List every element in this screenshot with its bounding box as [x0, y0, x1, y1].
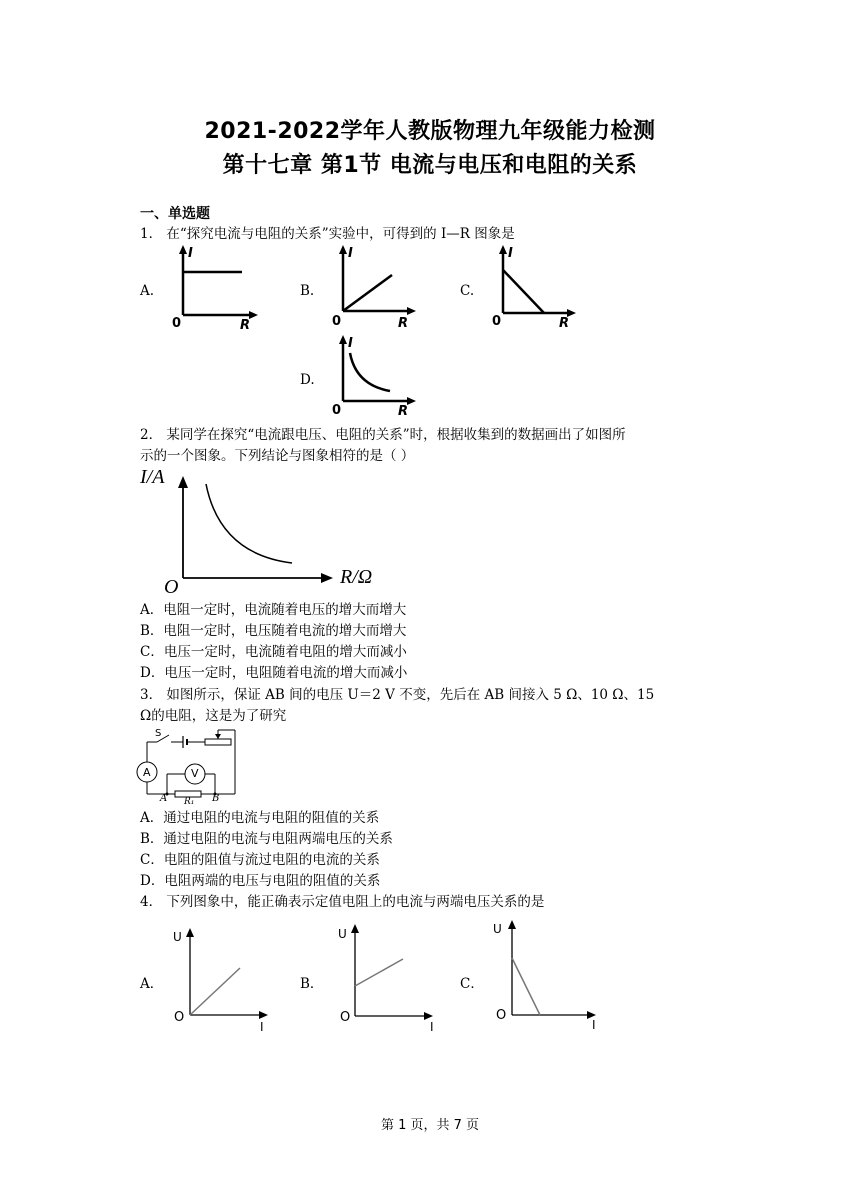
- q1-a-x-label: R: [240, 318, 251, 333]
- q4-option-b-label: B．: [300, 976, 324, 992]
- q4-a-origin: O: [174, 1010, 185, 1025]
- q4-option-c-label: C．: [460, 976, 484, 992]
- q3-option-b: B．通过电阻的电流与电阻两端电压的关系: [140, 831, 393, 847]
- q1-d-y-label: I: [348, 336, 353, 351]
- question-2-stem-line1: 2． 某同学在探究“电流跟电压、电阻的关系”时，根据收集到的数据画出了如图所: [140, 427, 626, 443]
- q2-option-d: D．电压一定时，电阻随着电流的增大而减小: [140, 665, 408, 681]
- question-3-stem-line2: Ω的电阻，这是为了研究: [140, 708, 287, 724]
- q1-a-origin: 0: [172, 316, 182, 331]
- q4-b-origin: O: [340, 1010, 351, 1025]
- q2-origin: O: [164, 576, 179, 598]
- q2-graph: [175, 476, 345, 586]
- q4-option-b-graph: [345, 924, 435, 1022]
- q2-option-a: A．电阻一定时，电流随着电压的增大而增大: [140, 602, 407, 618]
- q3-switch-label: S: [155, 728, 162, 739]
- q3-node-a-label: A: [160, 793, 168, 804]
- q4-option-a-label: A．: [140, 976, 164, 992]
- q3-node-b-label: B: [212, 793, 220, 804]
- q1-option-d-label: D.: [300, 372, 315, 388]
- question-4-stem: 4． 下列图象中，能正确表示定值电阻上的电流与两端电压关系的是: [140, 894, 545, 910]
- q1-a-y-label: I: [188, 246, 193, 261]
- section-heading: 一、单选题: [140, 206, 210, 222]
- q1-c-y-label: I: [508, 246, 513, 261]
- q4-c-x-label: I: [592, 1018, 596, 1032]
- question-3-stem-line1: 3． 如图所示，保证 AB 间的电压 U＝2 V 不变，先后在 AB 间接入 5 Ω、10 Ω、15: [140, 687, 655, 703]
- q4-a-x-label: I: [260, 1020, 264, 1034]
- q1-b-y-label: I: [348, 246, 353, 261]
- q1-d-origin: 0: [332, 403, 342, 418]
- q4-a-y-label: U: [173, 930, 182, 944]
- question-2-stem-line2: 示的一个图象。下列结论与图象相符的是（ ）: [140, 448, 415, 464]
- q1-b-x-label: R: [398, 316, 409, 331]
- q4-b-x-label: I: [430, 1020, 434, 1034]
- q3-voltmeter-label: V: [191, 767, 199, 780]
- q4-c-y-label: U: [493, 922, 502, 936]
- q1-d-x-label: R: [398, 404, 409, 419]
- q2-option-b: B．电阻一定时，电压随着电流的增大而增大: [140, 623, 407, 639]
- q1-b-origin: 0: [332, 314, 342, 329]
- question-1-stem: 1． 在“探究电流与电阻的关系”实验中，可得到的 I—R 图象是: [140, 226, 515, 242]
- q2-x-axis-label: R/Ω: [340, 566, 373, 588]
- q1-c-x-label: R: [559, 316, 570, 331]
- q4-option-c-graph: [502, 920, 602, 1020]
- page-number: 第 1 页，共 7 页: [380, 1118, 480, 1133]
- q1-c-origin: 0: [492, 314, 502, 329]
- q4-b-y-label: U: [338, 927, 347, 941]
- q3-resistor-label: R₁: [184, 797, 195, 807]
- q2-option-c: C．电压一定时，电流随着电阻的增大而减小: [140, 644, 407, 660]
- q4-option-a-graph: [180, 928, 270, 1023]
- q2-y-axis-label: I/A: [140, 466, 165, 488]
- page-title: 2021-2022学年人教版物理九年级能力检测: [204, 119, 656, 144]
- q4-c-origin: O: [496, 1008, 507, 1023]
- page-subtitle: 第十七章 第1节 电流与电压和电阻的关系: [222, 153, 638, 178]
- q1-option-a-label: A.: [140, 283, 155, 299]
- q3-option-c: C．电阻的阻值与流过电阻的电流的关系: [140, 852, 380, 868]
- q3-option-d: D．电阻两端的电压与电阻的阻值的关系: [140, 873, 381, 889]
- q1-option-c-label: C.: [460, 283, 475, 299]
- q3-ammeter-label: A: [143, 766, 151, 779]
- q3-option-a: A．通过电阻的电流与电阻的阻值的关系: [140, 810, 380, 826]
- q1-option-b-label: B.: [300, 283, 315, 299]
